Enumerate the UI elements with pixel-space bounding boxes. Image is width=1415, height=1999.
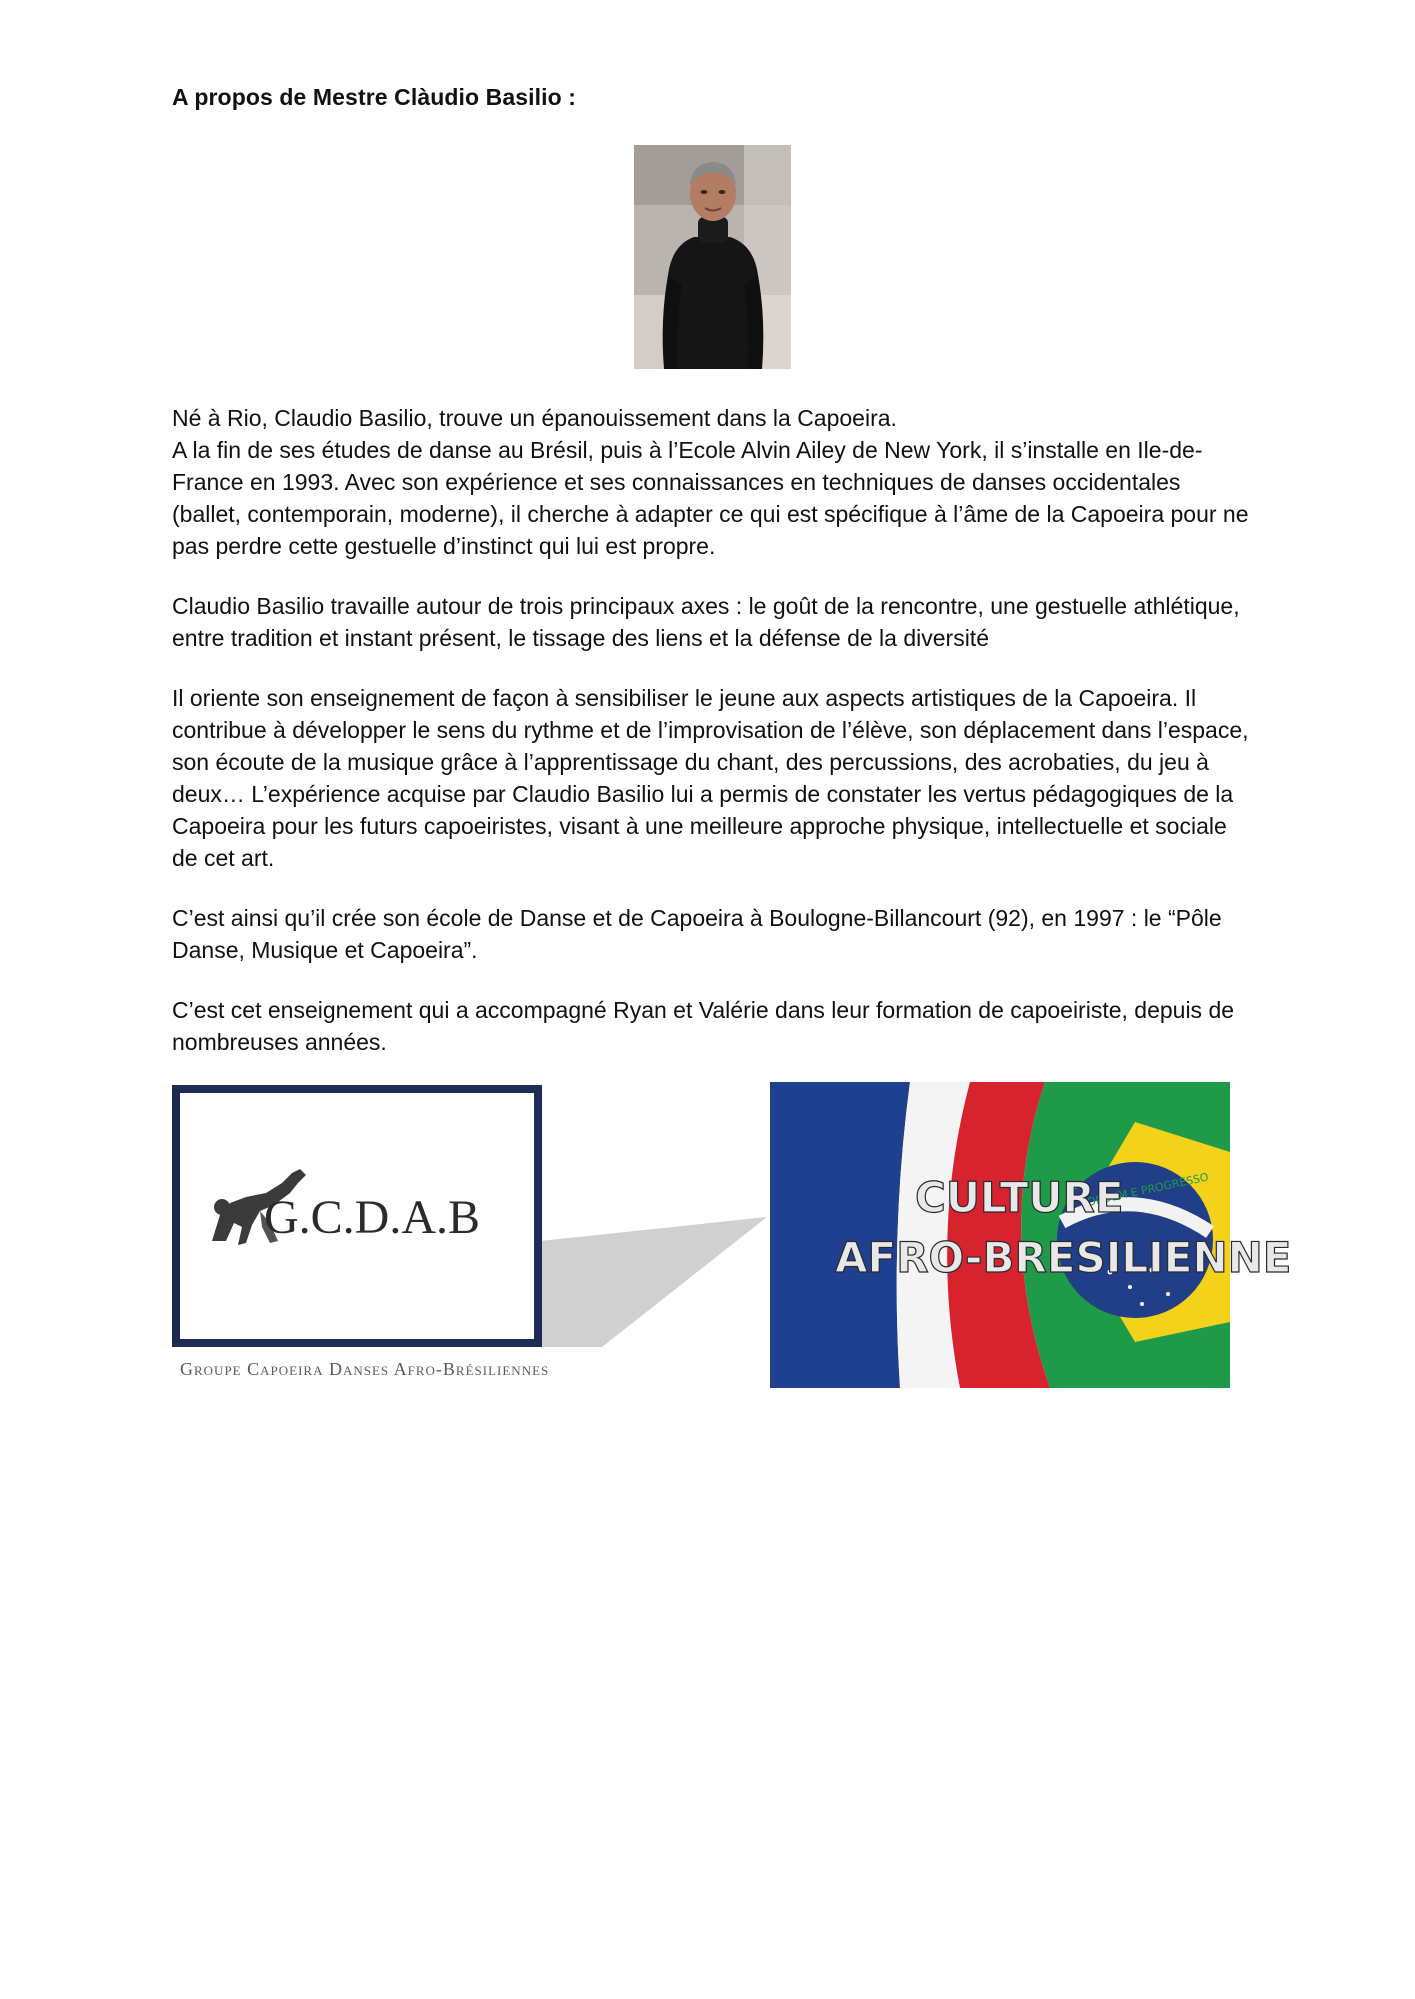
- gcdab-logo: [172, 1085, 772, 1382]
- logo-acronym: G.C.D.A.B: [264, 1191, 481, 1244]
- paragraph-axes: Claudio Basilio travaille autour de trois principaux axes : le goût de la rencontre, une gestuelle athlétique, entre tradition et instant présent, le tissage des liens et la défense de la diversité: [172, 593, 1240, 651]
- paragraph-school: C’est ainsi qu’il crée son école de Danse et de Capoeira à Boulogne-Billancourt (92), en 1997 : le “Pôle Danse, Musique et Capoeira”.: [172, 905, 1222, 963]
- paragraph-teaching: Il oriente son enseignement de façon à sensibiliser le jeune aux aspects artistiques de la Capoeira. Il contribue à développer le sens du rythme et de l’improvisation de l’élève, son déplacement dans l’espace, son écoute de la musique grâce à l’apprentissage du chant, des percussions, des acrobaties, du jeu à deux… L’expérience acquise par Claudio Basilio lui a permis de constater les vertus pédagogiques de la Capoeira pour les futurs capoeiristes, visant à une meilleure approche physique, intellectuelle et sociale de cet art.: [172, 685, 1249, 871]
- banner-line-1: CULTURE: [915, 1173, 1124, 1222]
- page-title: A propos de Mestre Clàudio Basilio :: [172, 84, 577, 110]
- culture-flag-banner: [770, 1082, 1292, 1388]
- banner-line-2: AFRO-BRESILIENNE: [835, 1233, 1292, 1282]
- brazil-flag-motto: ORDEM E PROGRESSO: [1085, 1170, 1210, 1209]
- portrait-illustration: [634, 145, 791, 369]
- paragraph-students: C’est cet enseignement qui a accompagné Ryan et Valérie dans leur formation de capoeiriste, depuis de nombreuses années.: [172, 997, 1235, 1055]
- biography-text: [172, 402, 1252, 1086]
- logo-tagline: Groupe Capoeira Danses Afro-Brésiliennes: [180, 1359, 550, 1379]
- paragraph-intro: Né à Rio, Claudio Basilio, trouve un épanouissement dans la Capoeira. A la fin de ses études de danse au Brésil, puis à l’Ecole Alvin Ailey de New York, il s’installe en Ile-de-France en 1993. Avec son expérience et ses connaissances en techniques de danses occidentales (ballet, contemporain, moderne), il cherche à adapter ce qui est spécifique à l’âme de la Capoeira pour ne pas perdre cette gestuelle d’instinct qui lui est propre.: [172, 405, 1249, 559]
- portrait-photo: [634, 145, 791, 369]
